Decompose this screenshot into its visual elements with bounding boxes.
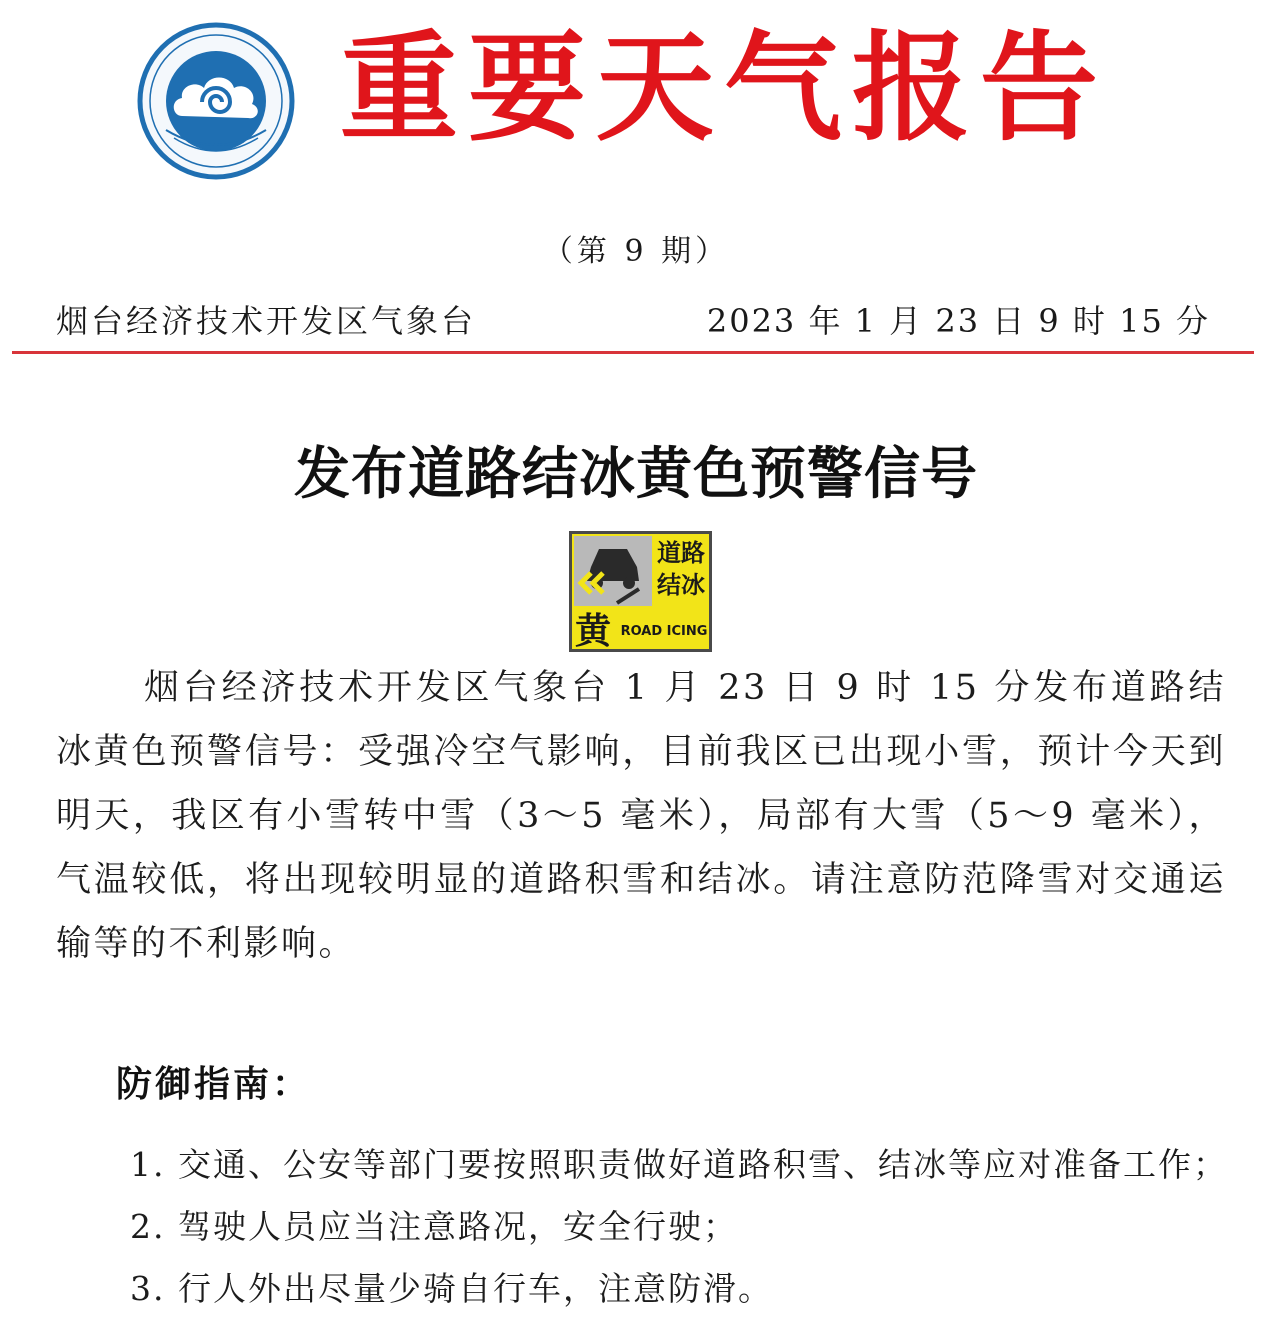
header-divider (12, 351, 1254, 354)
defense-guide-list (130, 1134, 1270, 1320)
signal-label-top: 道路 (657, 539, 705, 567)
meteorological-bureau-logo-icon (126, 20, 306, 182)
report-header-title: 重要天气报告 (340, 18, 1109, 157)
guide-item: 1. 交通、公安等部门要按照职责做好道路积雪、结冰等应对准备工作； (130, 1145, 1228, 1184)
signal-level-char: 黄 (574, 611, 612, 652)
document-title: 发布道路结冰黄色预警信号 (294, 441, 978, 507)
signal-label-en: ROAD ICING (620, 624, 708, 639)
defense-guide-heading: 防御指南： (116, 1063, 312, 1105)
issue-number: （第 9 期） (542, 234, 730, 269)
issuer-name: 烟台经济技术开发区气象台 (56, 302, 477, 340)
warning-body-text: 烟台经济技术开发区气象台 1 月 23 日 9 时 15 分发布道路结冰黄色预警信号：受强冷空气影响，目前我区已出现小雪，预计今天到明天，我区有小雪转中雪（3～5 毫米），局部有大雪（5～9 毫米），气温较低，将出现较明显的道路积雪和结冰。请注意防范降雪对交通运输等的不利影响。 (56, 668, 1226, 964)
signal-label-bottom: 结冰 (657, 571, 705, 599)
road-icing-yellow-warning-icon (569, 531, 712, 652)
guide-item: 2. 驾驶人员应当注意路况，安全行驶； (130, 1207, 738, 1246)
guide-item: 3. 行人外出尽量少骑自行车，注意防滑。 (130, 1269, 773, 1308)
issue-datetime: 2023 年 1 月 23 日 9 时 15 分 (706, 302, 1210, 340)
